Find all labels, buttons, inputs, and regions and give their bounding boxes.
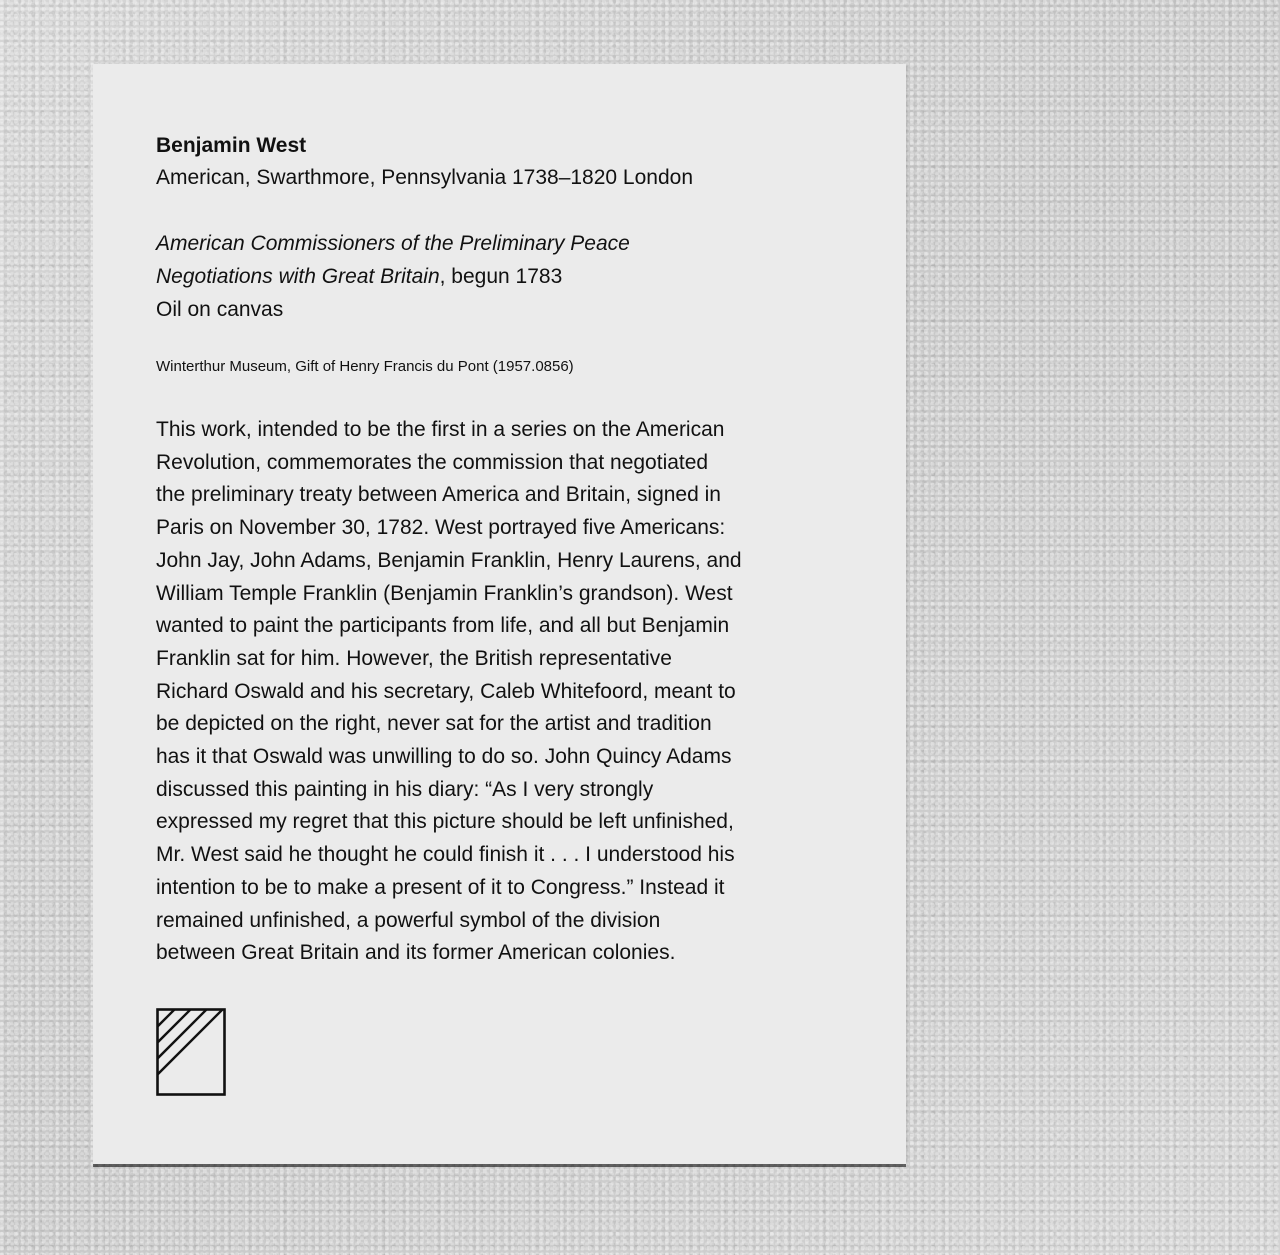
work-title-line-2-row (156, 260, 906, 293)
description-line: wanted to paint the participants from life, and all but Benjamin (156, 614, 730, 638)
description-text (156, 414, 856, 970)
description-line: William Temple Franklin (Benjamin Franklin’s grandson). West (156, 581, 733, 605)
description-line: Franklin sat for him. However, the British representative (156, 646, 672, 670)
work-title-line-1: American Commissioners of the Preliminary Peace (156, 232, 630, 255)
artist-nationality-dates: American, Swarthmore, Pennsylvania 1738–1820 London (156, 166, 694, 189)
description-line: John Jay, John Adams, Benjamin Franklin, Henry Laurens, and (156, 548, 742, 572)
description-line: the preliminary treaty between America and Britain, signed in (156, 483, 721, 507)
description-line: be depicted on the right, never sat for the artist and tradition (156, 712, 712, 736)
description-line: between Great Britain and its former American colonies. (156, 941, 676, 965)
work-medium: Oil on canvas (156, 298, 284, 321)
wall-label-card (93, 64, 906, 1164)
credit-line: Winterthur Museum, Gift of Henry Francis du Pont (1957.0856) (156, 358, 574, 375)
hatched-square-icon (156, 1008, 226, 1096)
artist-name: Benjamin West (156, 134, 307, 157)
description-line: expressed my regret that this picture should be left unfinished, (156, 810, 734, 834)
description-line: intention to be to make a present of it to Congress.” Instead it (156, 875, 725, 899)
description-line: Richard Oswald and his secretary, Caleb Whitefoord, meant to (156, 679, 736, 703)
description-line: Paris on November 30, 1782. West portrayed five Americans: (156, 516, 726, 540)
description-line: has it that Oswald was unwilling to do so. John Quincy Adams (156, 745, 732, 769)
description-line: This work, intended to be the first in a series on the American (156, 418, 725, 441)
work-title-line-2: Negotiations with Great Britain (156, 265, 440, 288)
description-line: Revolution, commemorates the commission that negotiated (156, 450, 709, 474)
description-line: Mr. West said he thought he could finish it . . . I understood his (156, 843, 735, 867)
description-line: remained unfinished, a powerful symbol of the division (156, 908, 661, 932)
work-details (156, 227, 906, 326)
work-date: , begun 1783 (439, 265, 563, 288)
description-line: discussed this painting in his diary: “As I very strongly (156, 777, 654, 801)
